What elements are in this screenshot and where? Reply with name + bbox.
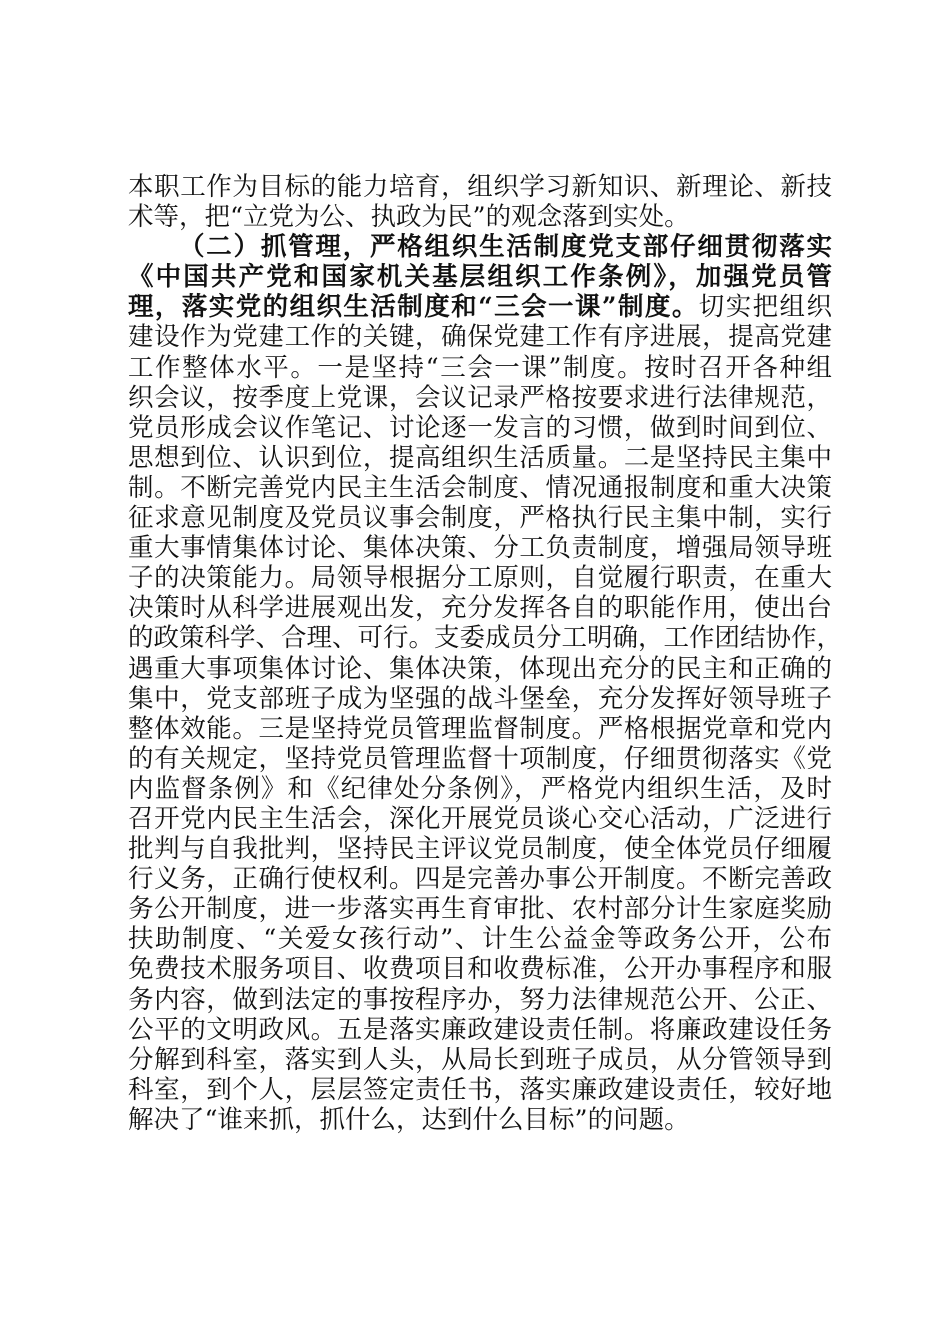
text-line-content [128,202,832,232]
text-line [128,563,832,593]
text-segment: 切实把组织 [698,292,832,323]
text-line [128,864,832,894]
text-segment: 本职工作为目标的能力培育，组织学习新知识、新理论、新技 [128,172,832,202]
text-line-content [128,172,832,202]
text-segment: 内监督条例》和《纪律处分条例》，严格党内组织生活，及时 [128,773,832,804]
text-line [128,744,832,774]
text-line-content [128,985,832,1015]
text-segment: 决策时从科学进展观出发，充分发挥各自的职能作用，使出台 [128,593,832,624]
text-line [128,473,832,503]
text-line-content [128,503,832,533]
text-line [128,954,832,984]
text-line [128,172,832,202]
text-segment: 行义务，正确行使权利。四是完善办事公开制度。不断完善政 [128,864,832,895]
text-line-content [128,774,832,804]
text-line [128,1105,832,1135]
text-line [128,413,832,443]
text-segment: 务内容，做到法定的事按程序办，努力法律规范公开、公正、 [128,984,832,1015]
text-line [128,1045,832,1075]
text-segment: 织会议，按季度上党课，会议记录严格按要求进行法律规范， [128,382,832,413]
text-line-content [128,894,832,924]
text-line-content [128,1045,832,1075]
text-segment: 集中，党支部班子成为坚强的战斗堡垒，充分发挥好领导班子 [128,683,832,714]
text-line [128,834,832,864]
text-line-content [128,654,832,684]
text-line-content [128,413,832,443]
text-line [128,322,832,352]
text-line-content [128,1105,832,1135]
text-line [128,623,843,654]
text-line [128,593,832,623]
text-line-content [128,744,832,774]
text-line [128,353,832,383]
text-line-content [128,864,832,894]
text-line-content [128,1015,832,1045]
text-line [128,533,832,563]
text-segment: 术等，把“立党为公、执政为民”的观念落到实处。 [128,202,690,233]
text-line [128,443,832,473]
text-line [128,804,832,834]
text-line-content [128,684,832,714]
text-segment: 的有关规定，坚持党员管理监督十项制度，仔细贯彻落实《党 [128,743,832,774]
text-line-content [128,443,832,473]
text-line-content [128,353,832,383]
text-line [128,1075,832,1105]
text-line-content [128,1075,832,1105]
text-line [128,202,832,232]
text-line [128,774,832,804]
text-segment: 整体效能。三是坚持党员管理监督制度。严格根据党章和党内 [128,713,832,744]
text-line [128,503,832,533]
text-line-content [128,322,832,352]
text-segment: 子的决策能力。局领导根据分工原则，自觉履行职责，在重大 [128,563,832,594]
text-line-content [128,563,832,593]
text-line [128,232,832,262]
text-line [128,714,832,744]
text-line-content [128,262,832,292]
text-segment: 建设作为党建工作的关键，确保党建工作有序进展，提高党建 [128,322,832,353]
text-line-content [128,383,832,413]
bold-text-segment: （二）抓管理，严格组织生活制度党支部仔细贯彻落实 [179,232,832,263]
text-line-content [128,533,832,563]
body-text [128,172,843,1135]
text-line-content [128,593,832,623]
text-segment: 分解到科室，落实到人头，从局长到班子成员，从分管领导到 [128,1044,832,1075]
text-segment: 科室，到个人，层层签定责任书，落实廉政建设责任，较好地 [128,1074,832,1105]
text-line [128,383,832,413]
text-segment: 的政策科学、合理、可行。支委成员分工明确，工作团结协作， [128,623,843,654]
text-segment: 务公开制度，进一步落实再生育审批、农村部分计生家庭奖励 [128,894,832,925]
text-line [128,1015,832,1045]
text-segment: 召开党内民主生活会，深化开展党员谈心交心活动，广泛进行 [128,803,832,834]
bold-text-segment: 《中国共产党和国家机关基层组织工作条例》，加强党员管 [128,262,832,293]
text-segment: 制。不断完善党内民主生活会制度、情况通报制度和重大决策 [128,472,832,503]
text-line-content [128,473,832,503]
text-line-content [128,954,832,984]
text-line-content [128,924,832,954]
text-segment: 工作整体水平。一是坚持“三会一课”制度。按时召开各种组 [128,352,832,383]
text-line-content [179,232,832,262]
text-segment: 征求意见制度及党员议事会制度，严格执行民主集中制，实行 [128,503,832,534]
text-line [128,262,832,292]
text-line [128,654,832,684]
text-segment: 免费技术服务项目、收费项目和收费标准，公开办事程序和服 [128,954,832,985]
text-segment: 批判与自我批判，坚持民主评议党员制度，使全体党员仔细履 [128,834,832,865]
text-line-content [128,292,832,322]
text-segment: 公平的文明政风。五是落实廉政建设责任制。将廉政建设任务 [128,1014,832,1045]
text-segment: 党员形成会议作笔记、讨论逐一发言的习惯，做到时间到位、 [128,412,832,443]
text-line-content [128,623,843,654]
text-line [128,684,832,714]
text-line [128,985,832,1015]
text-segment: 重大事情集体讨论、集体决策、分工负责制度，增强局领导班 [128,533,832,564]
text-segment: 扶助制度、“关爱女孩行动”、计生公益金等政务公开，公布 [128,924,832,955]
text-line [128,894,832,924]
text-line-content [128,714,832,744]
text-line-content [128,804,832,834]
text-segment: 思想到位、认识到位，提高组织生活质量。二是坚持民主集中 [128,442,832,473]
text-segment: 解决了“谁来抓，抓什么，达到什么目标”的问题。 [128,1104,690,1135]
text-line-content [128,834,832,864]
text-line [128,292,832,322]
text-line [128,924,832,954]
text-segment: 遇重大事项集体讨论、集体决策，体现出充分的民主和正确的 [128,653,832,684]
bold-text-segment: 理，落实党的组织生活制度和“三会一课”制度。 [128,292,699,323]
